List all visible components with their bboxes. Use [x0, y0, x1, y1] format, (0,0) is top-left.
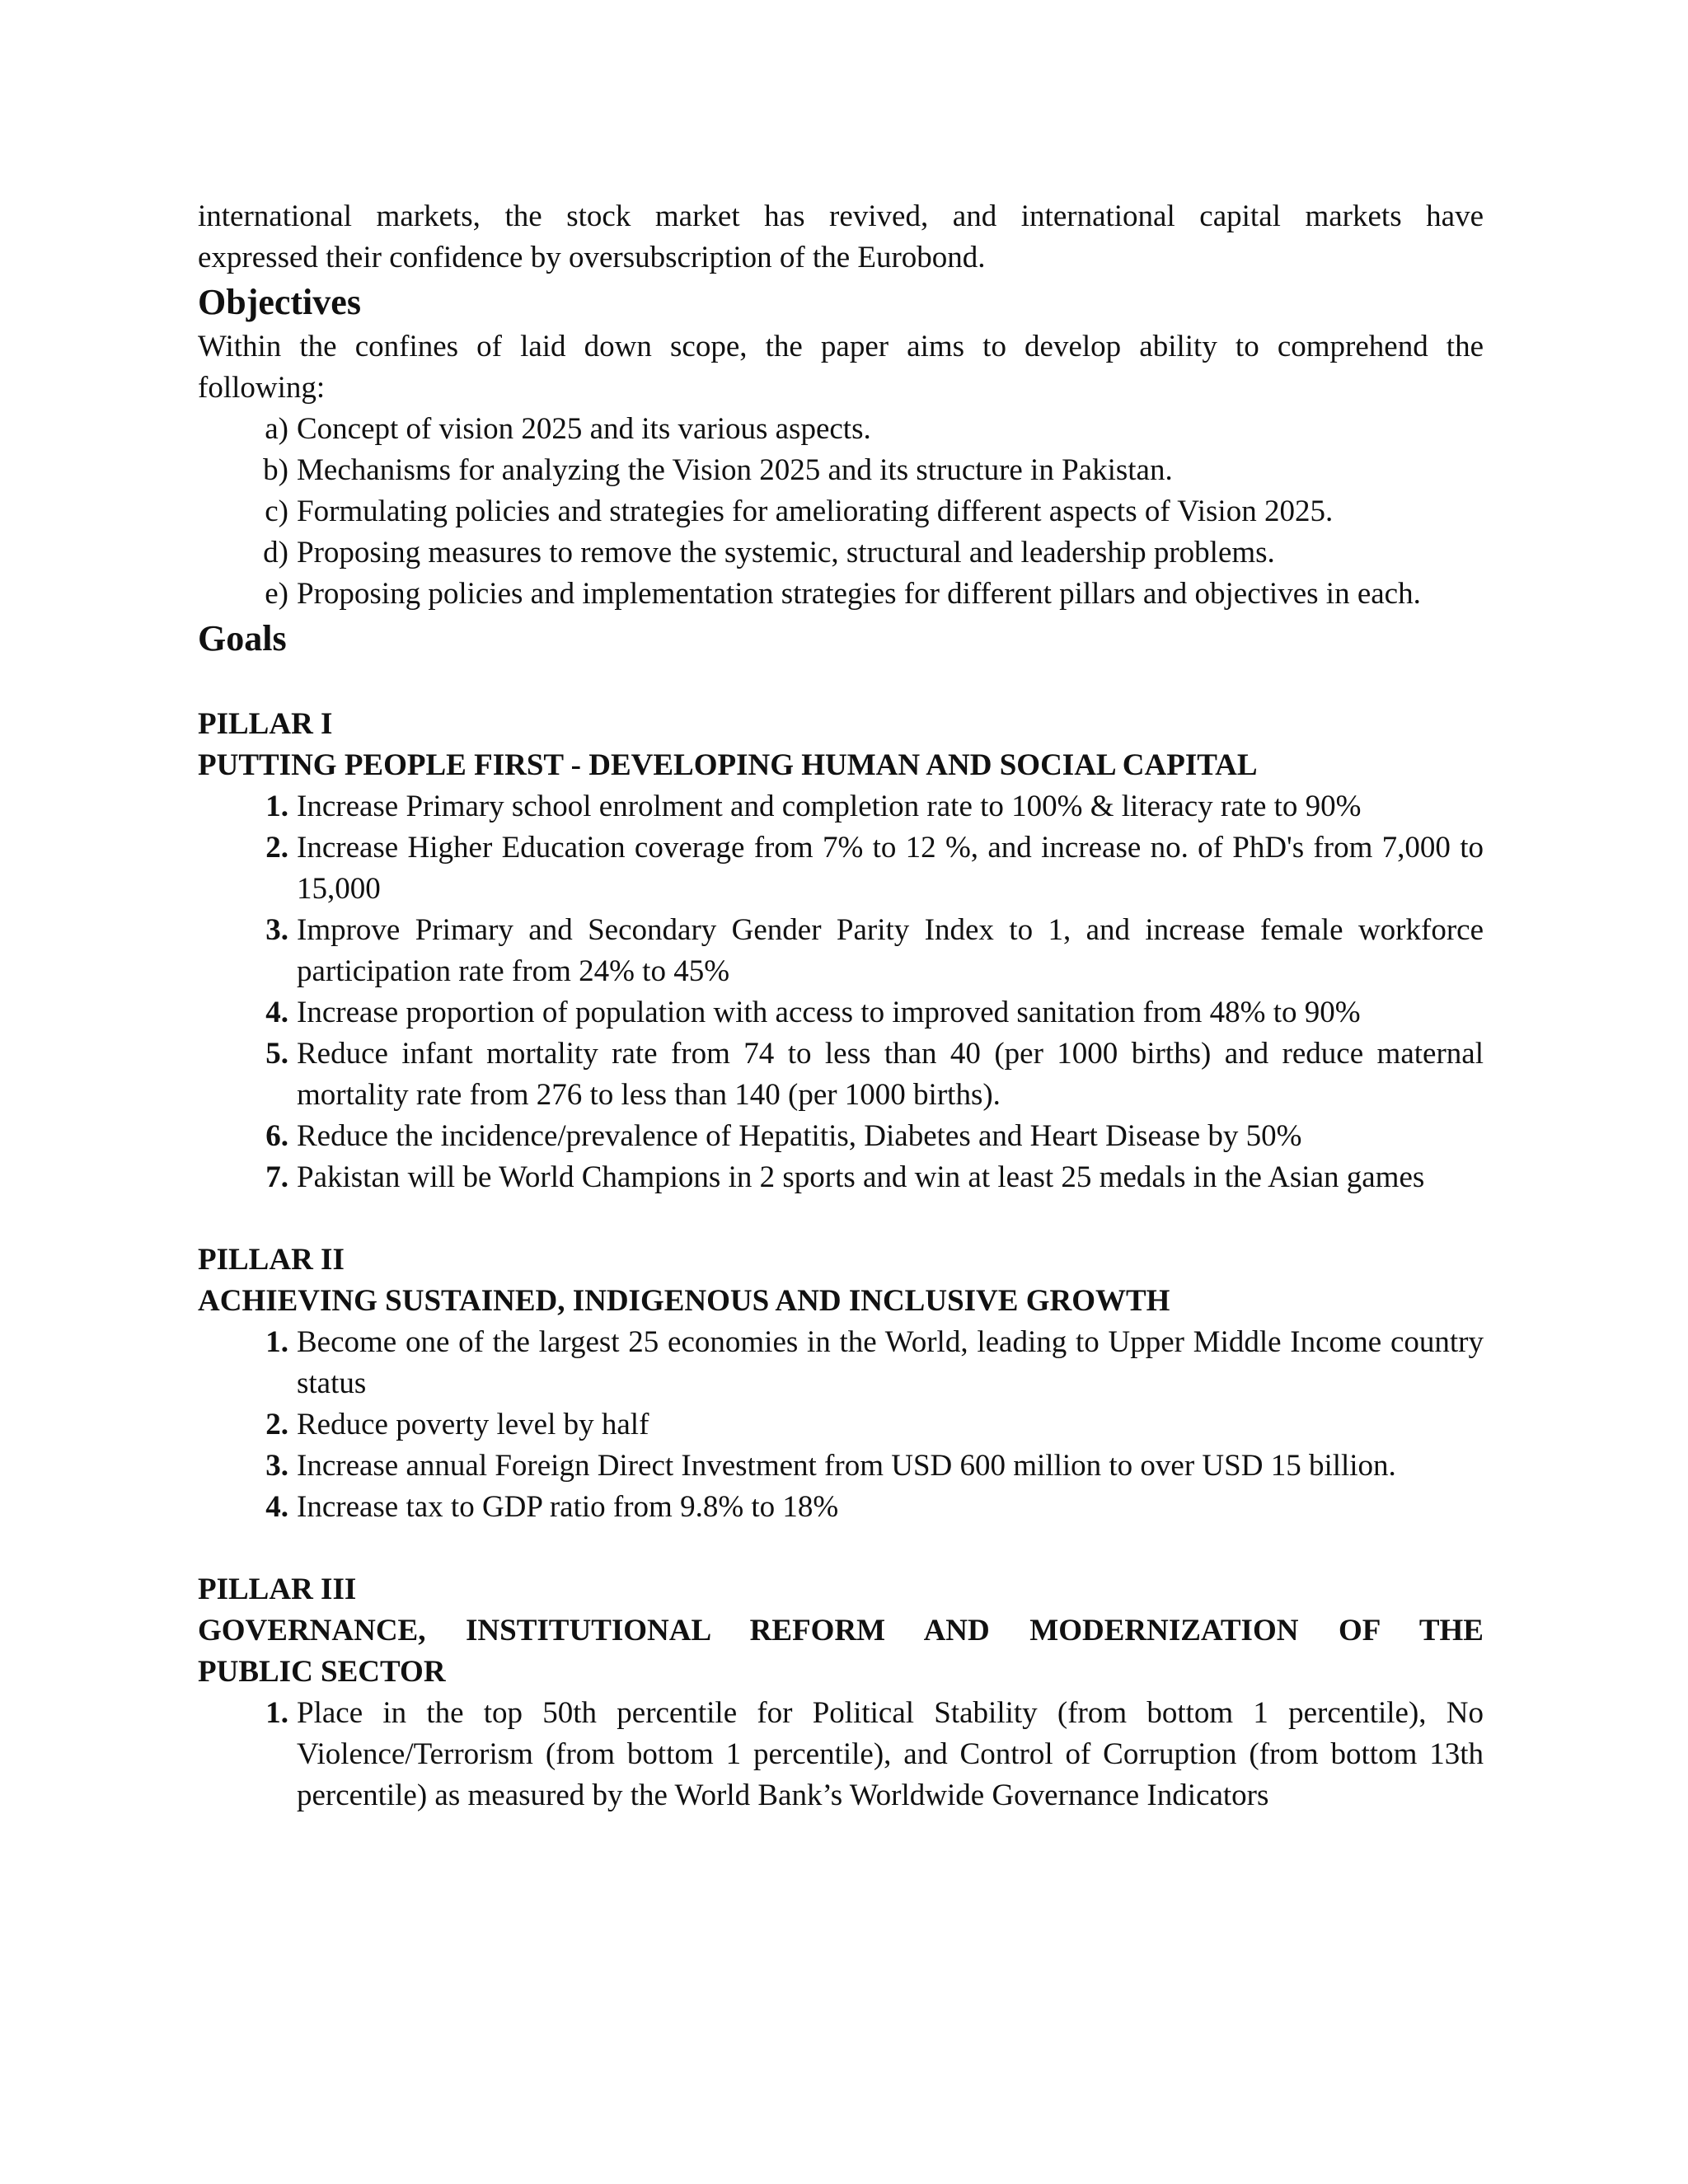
list-marker: 1. — [265, 790, 288, 823]
list-marker: 3. — [265, 913, 288, 947]
list-marker: 7. — [265, 1160, 288, 1194]
pillar-label: PILLAR III — [198, 1572, 357, 1606]
pillar-label: PILLAR I — [198, 707, 333, 741]
list-item — [198, 1033, 1484, 1116]
list-marker: 6. — [265, 1119, 288, 1153]
list-item — [198, 786, 1484, 827]
list-item-text: Proposing policies and implementation strategies for different pillars and objectives in each. — [297, 577, 1421, 611]
pillar-label: PILLAR II — [198, 1243, 345, 1277]
list-marker: d) — [263, 536, 288, 569]
document-page — [198, 196, 1484, 1816]
list-marker: 1. — [265, 1696, 288, 1730]
list-item — [198, 827, 1484, 910]
list-item-text: Improve Primary and Secondary Gender Parity Index to 1, and increase female workforce participation rate from 24% to 45% — [297, 913, 1484, 988]
pillar-1-goals-list — [198, 786, 1484, 1198]
objectives-lead-line-2: following: — [198, 371, 326, 405]
pillar-1-section — [198, 704, 1484, 1198]
pillar-2-section — [198, 1240, 1484, 1528]
list-item — [198, 1116, 1484, 1157]
list-marker: e) — [265, 577, 288, 611]
spacer — [198, 1528, 1484, 1569]
list-item-text: Reduce infant mortality rate from 74 to less than 40 (per 1000 births) and reduce maternal mortality rate from 276 to less than 140 (per 1000 births). — [297, 1037, 1484, 1112]
list-item-text: Pakistan will be World Champions in 2 sports and win at least 25 medals in the Asian games — [297, 1160, 1425, 1194]
list-item-text: Increase Higher Education coverage from 7% to 12 %, and increase no. of PhD's from 7,000 to 15,000 — [297, 831, 1484, 906]
objectives-lead-line-1: Within the confines of laid down scope, the paper aims to develop ability to comprehend the — [198, 330, 1484, 363]
list-item — [198, 1157, 1484, 1198]
objectives-lead — [198, 326, 1484, 409]
list-item-text: Mechanisms for analyzing the Vision 2025 and its structure in Pakistan. — [297, 453, 1173, 487]
list-item-text: Increase tax to GDP ratio from 9.8% to 18% — [297, 1490, 839, 1524]
list-item-text: Become one of the largest 25 economies in the World, leading to Upper Middle Income country status — [297, 1325, 1484, 1400]
list-marker: 2. — [265, 1408, 288, 1441]
list-item-text: Increase proportion of population with access to improved sanitation from 48% to 90% — [297, 996, 1361, 1029]
list-item — [198, 1322, 1484, 1404]
list-item-text: Proposing measures to remove the systemic, structural and leadership problems. — [297, 536, 1275, 569]
intro-paragraph — [198, 196, 1484, 279]
spacer — [198, 663, 1484, 704]
list-item — [198, 1446, 1484, 1487]
list-item-text: Increase Primary school enrolment and completion rate to 100% & literacy rate to 90% — [297, 790, 1362, 823]
list-item-text: Increase annual Foreign Direct Investment from USD 600 million to over USD 15 billion. — [297, 1449, 1396, 1483]
list-item-text: Reduce poverty level by half — [297, 1408, 649, 1441]
list-item — [198, 1693, 1484, 1816]
intro-line-1: international markets, the stock market has revived, and international capital markets have — [198, 199, 1484, 233]
list-item — [198, 910, 1484, 992]
list-item — [198, 574, 1484, 615]
list-item — [198, 409, 1484, 450]
list-item — [198, 491, 1484, 532]
list-marker: b) — [263, 453, 288, 487]
intro-line-2: expressed their confidence by oversubscription of the Eurobond. — [198, 241, 986, 274]
pillar-title — [198, 1610, 1484, 1693]
pillar-3-goals-list — [198, 1693, 1484, 1816]
objectives-list — [198, 409, 1484, 615]
list-marker: 4. — [265, 1490, 288, 1524]
list-item-text: Formulating policies and strategies for ameliorating different aspects of Vision 2025. — [297, 494, 1334, 528]
list-marker: 3. — [265, 1449, 288, 1483]
pillar-title-line-2: PUBLIC SECTOR — [198, 1655, 446, 1689]
list-item-text: Reduce the incidence/prevalence of Hepatitis, Diabetes and Heart Disease by 50% — [297, 1119, 1302, 1153]
list-item-text: Place in the top 50th percentile for Political Stability (from bottom 1 percentile), No Violence/Terrorism (from bottom 1 percentile), and Control of Corruption (from bottom 13th percentile) as measured by the World Bank’s Worldwide Governance Indicators — [297, 1696, 1484, 1812]
list-marker: a) — [265, 412, 288, 446]
list-item — [198, 1404, 1484, 1446]
list-item-text: Concept of vision 2025 and its various aspects. — [297, 412, 871, 446]
pillar-title: ACHIEVING SUSTAINED, INDIGENOUS AND INCLUSIVE GROWTH — [198, 1284, 1170, 1318]
pillar-title: PUTTING PEOPLE FIRST - DEVELOPING HUMAN AND SOCIAL CAPITAL — [198, 748, 1258, 782]
list-item — [198, 532, 1484, 574]
list-item — [198, 450, 1484, 491]
list-marker: 5. — [265, 1037, 288, 1071]
pillar-2-goals-list — [198, 1322, 1484, 1528]
list-marker: 1. — [265, 1325, 288, 1359]
list-item — [198, 992, 1484, 1033]
list-item — [198, 1487, 1484, 1528]
list-marker: c) — [265, 494, 288, 528]
pillar-title-line-1: GOVERNANCE, INSTITUTIONAL REFORM AND MODERNIZATION OF THE — [198, 1614, 1484, 1647]
spacer — [198, 1198, 1484, 1240]
goals-heading: Goals — [198, 618, 287, 658]
list-marker: 4. — [265, 996, 288, 1029]
list-marker: 2. — [265, 831, 288, 865]
objectives-heading: Objectives — [198, 282, 361, 322]
pillar-3-section — [198, 1569, 1484, 1816]
